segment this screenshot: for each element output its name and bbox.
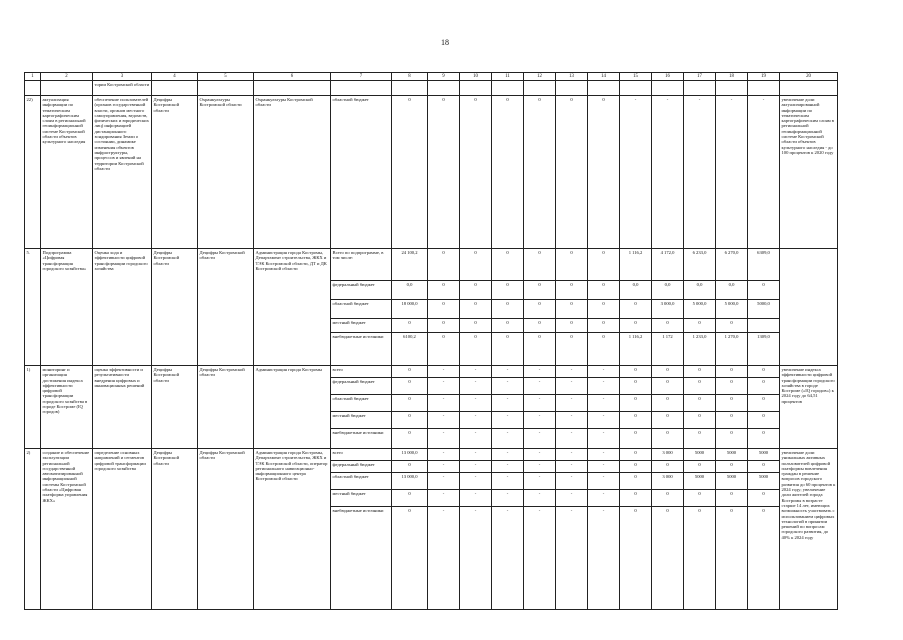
value-cell: 0 <box>748 281 780 300</box>
measure-name-cell: Подпрограмма «Цифровая трансформация городского хозяйства» <box>41 249 93 366</box>
value-cell: 0 <box>392 412 428 429</box>
value-cell: 0 <box>588 333 620 366</box>
value-cell: - <box>556 490 588 507</box>
funding-source-cell: областной бюджет <box>331 395 392 412</box>
value-cell: - <box>556 473 588 490</box>
column-number-cell: 5 <box>198 73 254 81</box>
value-cell: 13 000,0 <box>392 473 428 490</box>
value-cell: 5000,0 <box>748 300 780 319</box>
column-number-cell: 6 <box>254 73 331 81</box>
value-cell: - <box>524 449 556 461</box>
value-cell: - <box>556 449 588 461</box>
value-cell: 0 <box>620 412 652 429</box>
value-cell: 5000 <box>684 449 716 461</box>
funding-source-cell: федеральный бюджет <box>331 281 392 300</box>
column-number-cell: 2 <box>41 73 93 81</box>
funding-source-cell: всего <box>331 366 392 378</box>
value-cell: 0 <box>652 412 684 429</box>
indicator-cell: тории Костромской области <box>93 81 152 96</box>
empty-cell <box>556 81 588 96</box>
value-cell: 0 <box>492 319 524 333</box>
value-cell: 0 <box>392 461 428 473</box>
executor-cell: Охранкультуры Костромской области <box>198 96 254 249</box>
value-cell: 0 <box>716 507 748 610</box>
value-cell: - <box>460 473 492 490</box>
indicator-cell: определение основных направлений и сегментов цифровой трансформации городского хозяйства <box>93 449 152 610</box>
value-cell: 0 <box>716 412 748 429</box>
value-cell: - <box>428 490 460 507</box>
expected-result-cell: увеличение доли актуализированной информации по тематическим картографическим слоям в региональной геоинформационной системе Костромской области объектов культурного наследия - до 100 процентов к 2020 году <box>780 96 838 249</box>
expected-result-cell: увеличение доли уникальных активных пользователей цифровой платформы вовлечения граждан в решение вопросов городского развития до 60 процентов к 2024 году; увеличение доли жителей города Костромы в возрасте старше 14 лет, имеющих возможность участвовать с использованием цифровых технологий в принятии решений по вопросам городского развития, до 40% к 2024 году <box>780 449 838 610</box>
funding-source-cell: областной бюджет <box>331 300 392 319</box>
value-cell: - <box>492 412 524 429</box>
value-cell: - <box>524 429 556 449</box>
value-cell: - <box>588 412 620 429</box>
value-cell: 0 <box>492 281 524 300</box>
value-cell: 0 <box>556 249 588 281</box>
value-cell: 0 <box>460 249 492 281</box>
value-cell: 0 <box>620 395 652 412</box>
column-number-cell: 9 <box>428 73 460 81</box>
customer-cell: Децифры Костромской области <box>152 366 198 449</box>
value-cell: 0 <box>620 378 652 395</box>
value-cell: 0 <box>652 429 684 449</box>
empty-cell <box>620 81 652 96</box>
value-cell: 6100,2 <box>392 333 428 366</box>
value-cell: - <box>492 429 524 449</box>
value-cell: 0 <box>392 96 428 249</box>
funding-source-cell: федеральный бюджет <box>331 378 392 395</box>
column-number-cell: 16 <box>652 73 684 81</box>
value-cell: 0 <box>716 378 748 395</box>
value-cell: - <box>428 366 460 378</box>
value-cell: 0 <box>428 300 460 319</box>
value-cell: 0 <box>748 395 780 412</box>
value-cell: 0 <box>556 319 588 333</box>
value-cell: 0 <box>716 429 748 449</box>
value-cell: - <box>684 96 716 249</box>
value-cell: - <box>588 429 620 449</box>
value-cell: 0 <box>556 333 588 366</box>
funding-source-cell: Всего по подпрограмме, в том числе: <box>331 249 392 281</box>
value-cell: 0 <box>684 319 716 333</box>
value-cell: 0 <box>524 333 556 366</box>
value-cell: 0 <box>556 300 588 319</box>
value-cell: 0 <box>684 412 716 429</box>
table-row <box>25 366 838 378</box>
value-cell: 0 <box>524 319 556 333</box>
value-cell: - <box>460 461 492 473</box>
column-number-cell: 8 <box>392 73 428 81</box>
value-cell: 3 000,0 <box>652 300 684 319</box>
funding-source-cell: внебюджетные источники <box>331 429 392 449</box>
value-cell: 0 <box>460 300 492 319</box>
indicator-cell: оценка эффективности и результативности внедрения цифровых и инновационных решений <box>93 366 152 449</box>
value-cell: - <box>492 507 524 610</box>
value-cell: 0 <box>620 449 652 461</box>
value-cell: - <box>524 490 556 507</box>
value-cell: - <box>556 366 588 378</box>
empty-cell <box>392 81 428 96</box>
funding-source-cell: областной бюджет <box>331 96 392 249</box>
value-cell: 0 <box>620 300 652 319</box>
value-cell: - <box>588 449 620 461</box>
value-cell: 1 233,0 <box>684 333 716 366</box>
empty-cell <box>588 81 620 96</box>
empty-cell <box>524 81 556 96</box>
empty-cell <box>152 81 198 96</box>
customer-cell: Децифры Костромской области <box>152 449 198 610</box>
value-cell: 6309,0 <box>748 249 780 281</box>
value-cell: - <box>428 507 460 610</box>
value-cell: - <box>588 378 620 395</box>
value-cell: 0,0 <box>716 281 748 300</box>
value-cell: 0 <box>716 461 748 473</box>
value-cell: 0 <box>684 507 716 610</box>
column-number-cell: 13 <box>556 73 588 81</box>
value-cell: 0 <box>652 395 684 412</box>
value-cell: 1 270,0 <box>716 333 748 366</box>
funding-source-cell: внебюджетные источники <box>331 507 392 610</box>
value-cell: 0 <box>492 96 524 249</box>
value-cell: 0,0 <box>684 281 716 300</box>
value-cell: - <box>428 473 460 490</box>
value-cell: 0 <box>620 319 652 333</box>
row-number-cell: 2) <box>25 449 41 610</box>
value-cell: - <box>492 490 524 507</box>
value-cell: 0 <box>392 395 428 412</box>
value-cell: - <box>524 412 556 429</box>
value-cell: - <box>460 378 492 395</box>
column-number-row <box>25 73 838 81</box>
value-cell: - <box>716 96 748 249</box>
executor-cell: Децифры Костромской области <box>198 449 254 610</box>
column-number-cell: 19 <box>748 73 780 81</box>
value-cell: 4 172,0 <box>652 249 684 281</box>
empty-cell <box>780 81 838 96</box>
measure-name-cell: создание и обеспечение эксплуатации региональной государственной автоматизированной информационной системы Костромской области «Цифровая платформа управления ЖКХ» <box>41 449 93 610</box>
value-cell: - <box>428 412 460 429</box>
empty-cell <box>331 81 392 96</box>
value-cell: - <box>492 378 524 395</box>
value-cell: - <box>460 395 492 412</box>
column-number-cell: 15 <box>620 73 652 81</box>
value-cell: - <box>492 366 524 378</box>
funding-source-cell: внебюджетные источники <box>331 333 392 366</box>
value-cell: 0 <box>588 319 620 333</box>
column-number-cell: 18 <box>716 73 748 81</box>
participant-cell: Администрация города Костромы <box>254 366 331 449</box>
table-row <box>25 249 838 281</box>
empty-cell <box>748 81 780 96</box>
column-number-cell: 3 <box>93 73 152 81</box>
value-cell: 1 116,2 <box>620 333 652 366</box>
value-cell: - <box>492 473 524 490</box>
value-cell: 0 <box>620 461 652 473</box>
empty-cell <box>716 81 748 96</box>
value-cell: - <box>460 366 492 378</box>
value-cell: 0 <box>460 333 492 366</box>
value-cell: 0 <box>748 378 780 395</box>
participant-cell: Охранкультуры Костромской области <box>254 96 331 249</box>
table-row <box>25 449 838 461</box>
value-cell: - <box>556 507 588 610</box>
value-cell: 0 <box>620 429 652 449</box>
value-cell: - <box>460 412 492 429</box>
value-cell: 0 <box>684 366 716 378</box>
value-cell: - <box>428 461 460 473</box>
empty-cell <box>652 81 684 96</box>
value-cell: - <box>652 96 684 249</box>
value-cell: 3 000 <box>652 473 684 490</box>
row-number-cell: 1) <box>25 366 41 449</box>
value-cell: 0 <box>684 378 716 395</box>
value-cell: 0 <box>392 507 428 610</box>
value-cell: 1 172 <box>652 333 684 366</box>
empty-cell <box>41 81 93 96</box>
value-cell: 0 <box>716 395 748 412</box>
indicator-cell: обеспечение пользователей (органов государственной власти, органов местного самоуправления, ведомств, физических и юридических лиц) информацией дистанционного зондирования Земли о состоянии, динамике изменения объектов инфраструктуры, процессов и явлений на территории Костромской области <box>93 96 152 249</box>
value-cell: 0 <box>748 507 780 610</box>
value-cell: 0 <box>428 333 460 366</box>
executor-cell: Децифры Костромской области <box>198 249 254 366</box>
value-cell: - <box>428 429 460 449</box>
value-cell: 0 <box>620 507 652 610</box>
executor-cell: Децифры Костромской области <box>198 366 254 449</box>
column-number-cell: 10 <box>460 73 492 81</box>
value-cell: 3 000 <box>652 449 684 461</box>
value-cell: 0 <box>620 490 652 507</box>
value-cell: 0 <box>620 366 652 378</box>
empty-cell <box>428 81 460 96</box>
column-number-cell: 20 <box>780 73 838 81</box>
value-cell: 1 116,2 <box>620 249 652 281</box>
value-cell: 0 <box>460 281 492 300</box>
value-cell: - <box>556 412 588 429</box>
value-cell: 0 <box>684 395 716 412</box>
customer-cell: Децифры Костромской области <box>152 96 198 249</box>
funding-source-cell: всего <box>331 449 392 461</box>
value-cell: 0 <box>620 473 652 490</box>
value-cell: - <box>588 366 620 378</box>
value-cell: 0 <box>748 429 780 449</box>
value-cell: 5000 <box>748 449 780 461</box>
value-cell: - <box>428 378 460 395</box>
empty-cell <box>254 81 331 96</box>
value-cell: 0 <box>524 249 556 281</box>
value-cell: 0 <box>460 319 492 333</box>
value-cell: 5 000,0 <box>684 300 716 319</box>
value-cell: 1309,0 <box>748 333 780 366</box>
value-cell: 5000 <box>748 473 780 490</box>
funding-source-cell: областной бюджет <box>331 473 392 490</box>
value-cell: - <box>556 395 588 412</box>
value-cell: 0 <box>716 366 748 378</box>
value-cell: 0 <box>684 429 716 449</box>
value-cell: 0 <box>428 281 460 300</box>
value-cell: 6 233,0 <box>684 249 716 281</box>
measure-name-cell: мониторинг и организация достижения индекса эффективности цифровой трансформации городского хозяйства в городе Костроме (IQ городов) <box>41 366 93 449</box>
value-cell: - <box>556 461 588 473</box>
value-cell: 0 <box>652 490 684 507</box>
value-cell: - <box>524 378 556 395</box>
value-cell: - <box>428 395 460 412</box>
participant-cell: Администрация города Костромы, Департамент строительства, ЖКХ и ТЭК Костромской области, оператор регионального навигационно-информационного центра Костромской области <box>254 449 331 610</box>
value-cell: 6 270,0 <box>716 249 748 281</box>
value-cell: 0 <box>524 300 556 319</box>
value-cell: - <box>524 507 556 610</box>
column-number-cell: 7 <box>331 73 392 81</box>
funding-source-cell: местный бюджет <box>331 412 392 429</box>
column-number-cell: 11 <box>492 73 524 81</box>
value-cell: 0 <box>556 281 588 300</box>
value-cell: 0 <box>652 366 684 378</box>
value-cell: 0 <box>716 490 748 507</box>
value-cell: 0 <box>392 378 428 395</box>
value-cell: - <box>460 507 492 610</box>
value-cell: 0 <box>524 96 556 249</box>
value-cell: - <box>492 395 524 412</box>
value-cell: 0 <box>684 461 716 473</box>
value-cell: 18 000,0 <box>392 300 428 319</box>
value-cell: - <box>556 378 588 395</box>
value-cell: 0,0 <box>652 281 684 300</box>
value-cell: 0 <box>652 461 684 473</box>
value-cell: 13 000,0 <box>392 449 428 461</box>
value-cell: 0 <box>428 319 460 333</box>
value-cell: - <box>460 449 492 461</box>
value-cell: 0 <box>652 319 684 333</box>
value-cell: - <box>588 461 620 473</box>
customer-cell: Децифры Костромской области <box>152 249 198 366</box>
value-cell: 0 <box>492 249 524 281</box>
participant-cell: Администрация города Костромы, Департамент строительства, ЖКХ и ТЭК Костромской области, ДТ и ДК Костромской области <box>254 249 331 366</box>
value-cell: - <box>588 490 620 507</box>
value-cell: 0 <box>392 319 428 333</box>
value-cell: 0 <box>392 490 428 507</box>
column-number-cell: 14 <box>588 73 620 81</box>
value-cell: 0 <box>652 507 684 610</box>
value-cell: 0,0 <box>392 281 428 300</box>
column-number-cell: 17 <box>684 73 716 81</box>
value-cell: - <box>460 490 492 507</box>
value-cell: 0 <box>460 96 492 249</box>
value-cell: 0 <box>428 249 460 281</box>
column-number-cell: 12 <box>524 73 556 81</box>
row-number-cell: 5. <box>25 249 41 366</box>
value-cell <box>748 319 780 333</box>
value-cell: 0 <box>492 333 524 366</box>
empty-cell <box>460 81 492 96</box>
indicator-cell: Оценка хода и эффективности цифровой трансформации городского хозяйства <box>93 249 152 366</box>
value-cell: - <box>620 96 652 249</box>
value-cell: - <box>524 395 556 412</box>
value-cell: 0 <box>392 429 428 449</box>
value-cell: 0 <box>428 96 460 249</box>
value-cell: 5000 <box>716 473 748 490</box>
value-cell: 0 <box>748 490 780 507</box>
value-cell: - <box>428 449 460 461</box>
value-cell: 5000 <box>716 449 748 461</box>
value-cell: - <box>588 473 620 490</box>
value-cell: 0 <box>748 461 780 473</box>
value-cell: - <box>524 366 556 378</box>
value-cell: - <box>524 461 556 473</box>
value-cell: - <box>748 96 780 249</box>
empty-cell <box>25 81 41 96</box>
value-cell: 0 <box>748 412 780 429</box>
value-cell: 0 <box>684 490 716 507</box>
table-row <box>25 96 838 249</box>
value-cell: 0 <box>588 281 620 300</box>
continuation-row <box>25 81 838 96</box>
funding-source-cell: федеральный бюджет <box>331 461 392 473</box>
value-cell: 0 <box>556 96 588 249</box>
value-cell: - <box>492 449 524 461</box>
empty-cell <box>492 81 524 96</box>
expected-result-cell: увеличение индекса эффективности цифровой трансформации городского хозяйства в городе Костроме («IQ городов») к 2024 году до 64,51 процентов <box>780 366 838 449</box>
value-cell: 0 <box>588 249 620 281</box>
value-cell: 0 <box>524 281 556 300</box>
column-number-cell: 1 <box>25 73 41 81</box>
value-cell: 0 <box>588 300 620 319</box>
value-cell: 0 <box>392 366 428 378</box>
value-cell: 5 000,0 <box>716 300 748 319</box>
value-cell: 0 <box>588 96 620 249</box>
value-cell: 5000 <box>684 473 716 490</box>
row-number-cell: 22) <box>25 96 41 249</box>
value-cell: 24 100,2 <box>392 249 428 281</box>
empty-cell <box>684 81 716 96</box>
empty-cell <box>198 81 254 96</box>
value-cell: 0 <box>716 319 748 333</box>
value-cell: - <box>492 461 524 473</box>
funding-source-cell: местный бюджет <box>331 319 392 333</box>
column-number-cell: 4 <box>152 73 198 81</box>
measure-name-cell: актуализация информации по тематическим картографическим слоям в региональной геоинформационной системе Костромской области объектов культурного наследия <box>41 96 93 249</box>
expected-result-cell <box>780 249 838 366</box>
page-number: 18 <box>441 38 449 47</box>
value-cell: 0,0 <box>620 281 652 300</box>
value-cell: 0 <box>492 300 524 319</box>
value-cell: 0 <box>748 366 780 378</box>
funding-source-cell: местный бюджет <box>331 490 392 507</box>
program-table <box>24 72 838 610</box>
value-cell: - <box>460 429 492 449</box>
value-cell: - <box>524 473 556 490</box>
value-cell: - <box>556 429 588 449</box>
value-cell: - <box>588 507 620 610</box>
value-cell: - <box>588 395 620 412</box>
value-cell: 0 <box>652 378 684 395</box>
